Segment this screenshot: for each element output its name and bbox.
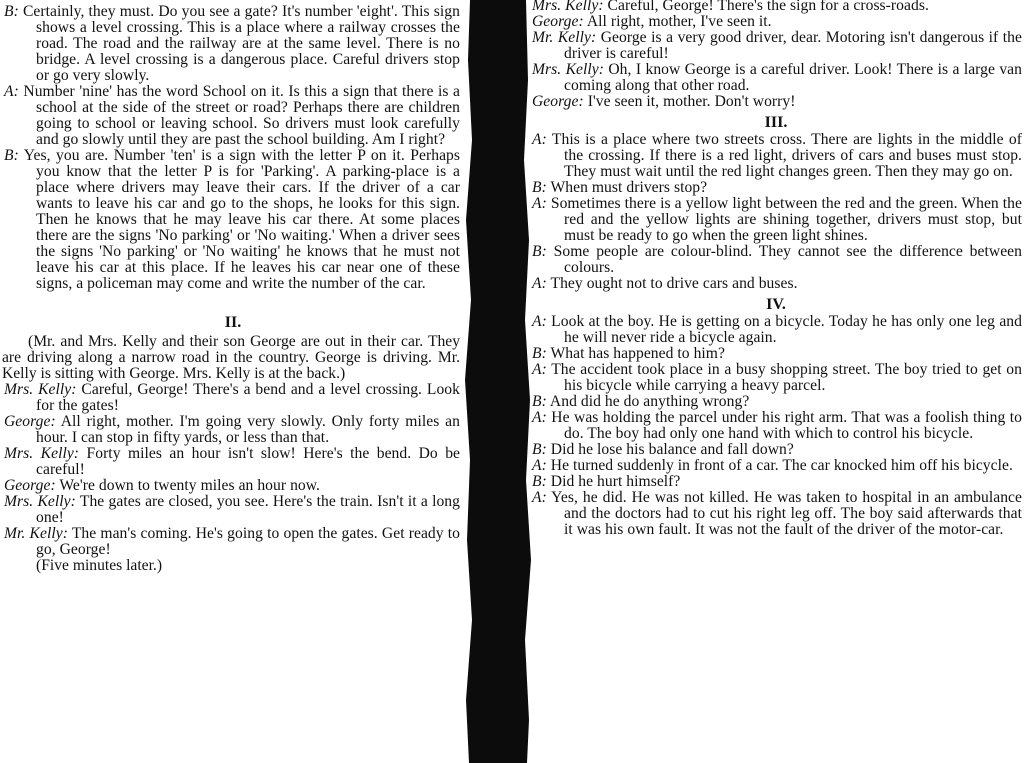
dialogue-line: [528, 314, 1024, 346]
dialogue-line: [0, 148, 466, 292]
dialogue-text: He was holding the parcel under his right arm. That was a foolish thing to do. The boy had only one hand with which to control his bicycle.: [551, 409, 1022, 442]
speaker-label: Mr. Kelly:: [532, 29, 597, 46]
dialogue-text: Look at the boy. He is getting on a bicycle. Today he has only one leg and he will never ride a bicycle again.: [551, 313, 1022, 346]
stage-direction: (Five minutes later.): [36, 557, 163, 574]
speaker-label: B:: [4, 3, 19, 20]
dialogue-text: Did he hurt himself?: [550, 473, 681, 490]
speaker-label: B:: [532, 393, 547, 410]
dialogue-line: [0, 446, 466, 478]
speaker-label: Mrs. Kelly:: [4, 381, 77, 398]
dialogue-line: [528, 458, 1024, 474]
dialogue-text: The gates are closed, you see. Here's the train. Isn't it a long one!: [36, 493, 461, 526]
dialogue-line: [528, 490, 1024, 538]
speaker-label: B:: [4, 147, 19, 164]
speaker-label: B:: [532, 345, 547, 362]
speaker-label: B:: [532, 441, 547, 458]
speaker-label: A:: [532, 131, 547, 148]
dialogue-line: [528, 132, 1024, 180]
dialogue-text: Yes, you are. Number 'ten' is a sign with the letter P on it. Perhaps you know that the letter P is for 'Parking'. A parking-place is a place where drivers may leave their cars. If the driver of a car wants to leave his car and go to the shops, he looks for this sign. Then he knows that he may leave his car there. At some places there are the signs 'No parking' or 'No waiting.' When a driver sees the signs 'No parking' or 'No waiting' he knows that he must not leave his car at this place. If he leaves his car near one of these signs, a policeman may come and write the number of the car.: [23, 147, 461, 292]
dialogue-text: Forty miles an hour isn't slow! Here's the bend. Do be careful!: [36, 445, 461, 478]
dialogue-line: [528, 410, 1024, 442]
dialogue-line: [528, 94, 1024, 110]
scene-intro: (Mr. and Mrs. Kelly and their son George are out in their car. They are driving along a narrow road in the country. George is driving. Mr. Kelly is sitting with George. Mrs. Kelly is at the back.): [2, 333, 460, 382]
dialogue-line: [528, 30, 1024, 62]
dialogue-line: [528, 394, 1024, 410]
dialogue-text: George is a very good driver, dear. Motoring isn't dangerous if the driver is careful!: [564, 29, 1022, 62]
dialogue-text: Number 'nine' has the word School on it. Is this a sign that there is a school at the side of the street or road? Perhaps there are children going to school or leaving school. So drivers must look carefully and go slowly until they are past the school building. Am I right?: [23, 83, 460, 148]
dialogue-line: [0, 414, 466, 446]
left-dialogue-top: [0, 4, 466, 292]
speaker-label: B:: [532, 473, 547, 490]
left-dialogue-bottom: [0, 382, 466, 574]
speaker-label: A:: [532, 457, 547, 474]
speaker-label: George:: [4, 477, 56, 494]
dialogue-line: [0, 382, 466, 414]
dialogue-line: [0, 478, 466, 494]
dialogue-text: We're down to twenty miles an hour now.: [59, 477, 321, 494]
speaker-label: A:: [4, 83, 19, 100]
speaker-label: B:: [532, 179, 547, 196]
dialogue-line: [528, 62, 1024, 94]
dialogue-text: Careful, George! There's the sign for a cross-roads.: [607, 0, 929, 14]
dialogue-text: All right, mother. I'm going very slowly. Only forty miles an hour. I can stop in fifty yards, or less than that.: [36, 413, 460, 446]
speaker-label: George:: [4, 413, 56, 430]
dialogue-text: They ought not to drive cars and buses.: [550, 275, 798, 292]
speaker-label: A:: [532, 275, 547, 292]
dialogue-text: Certainly, they must. Do you see a gate? It's number 'eight'. This sign shows a level crossing. This is a place where a railway crosses the road. The road and the railway are at the same level. There is no bridge. A level crossing is a dangerous place. Careful drivers stop or go very slowly.: [22, 3, 460, 84]
section-heading-4: IV.: [766, 296, 786, 313]
left-page: [0, 0, 466, 763]
dialogue-text: What has happened to him?: [550, 345, 725, 362]
dialogue-line: [0, 84, 466, 148]
dialogue-line: [528, 180, 1024, 196]
speaker-label: Mrs. Kelly:: [532, 61, 604, 78]
dialogue-text: Careful, George! There's a bend and a level crossing. Look for the gates!: [36, 381, 460, 414]
right-page: [528, 0, 1024, 763]
speaker-label: Mr. Kelly:: [4, 525, 68, 542]
dialogue-line: [528, 442, 1024, 458]
dialogue-text: Did he lose his balance and fall down?: [550, 441, 794, 458]
dialogue-text: Oh, I know George is a careful driver. Look! There is a large van coming along that other road.: [564, 61, 1022, 94]
right-dialogue-a: [528, 0, 1024, 110]
dialogue-text: Some people are colour-blind. They cannot see the difference between colours.: [553, 243, 1022, 276]
dialogue-text: Sometimes there is a yellow light between the red and the green. When the red and the yellow lights are shining together, drivers must stop, but must be ready to go when the green light shines.: [550, 195, 1022, 244]
speaker-label: Mrs. Kelly:: [532, 0, 604, 14]
dialogue-line: [528, 244, 1024, 276]
dialogue-line: [0, 494, 466, 526]
speaker-label: George:: [532, 93, 584, 110]
dialogue-text: Yes, he did. He was not killed. He was taken to hospital in an ambulance and the doctors had to cut his right leg off. The boy said afterwards that it was his own fault. It was not the fault of the driver of the motor-car.: [551, 489, 1022, 538]
dialogue-text: He turned suddenly in front of a car. The car knocked him off his bicycle.: [550, 457, 1013, 474]
dialogue-text: When must drivers stop?: [550, 179, 708, 196]
dialogue-line: [528, 276, 1024, 292]
dialogue-text: The accident took place in a busy shopping street. The boy tried to get on his bicycle while carrying a heavy parcel.: [551, 361, 1022, 394]
speaker-label: Mrs. Kelly:: [4, 493, 76, 510]
dialogue-text: And did he do anything wrong?: [549, 393, 750, 410]
dialogue-text: The man's coming. He's going to open the gates. Get ready to go, George!: [36, 525, 461, 558]
dialogue-line: [528, 474, 1024, 490]
section-heading-2: II.: [224, 314, 242, 331]
section-heading-3: III.: [764, 114, 788, 131]
dialogue-line: [528, 14, 1024, 30]
speaker-label: A:: [532, 313, 547, 330]
dialogue-line: [528, 362, 1024, 394]
right-dialogue-c: [528, 314, 1024, 538]
right-dialogue-b: [528, 132, 1024, 292]
speaker-label: A:: [532, 409, 547, 426]
gutter-edge: [462, 0, 534, 763]
dialogue-text: All right, mother, I've seen it.: [586, 13, 772, 30]
book-gutter: [462, 0, 534, 763]
dialogue-line: [0, 526, 466, 558]
dialogue-line: [528, 196, 1024, 244]
speaker-label: Mrs. Kelly:: [4, 445, 80, 462]
speaker-label: A:: [532, 361, 547, 378]
speaker-label: George:: [532, 13, 584, 30]
speaker-label: A:: [532, 195, 547, 212]
dialogue-line: [0, 4, 466, 84]
dialogue-text: This is a place where two streets cross. There are lights in the middle of the crossing. If there is a red light, drivers of cars and buses must stop. They must wait until the red light changes green. Then they may go on.: [551, 131, 1023, 180]
dialogue-line: [528, 0, 1024, 14]
dialogue-line: [528, 346, 1024, 362]
speaker-label: A:: [532, 489, 547, 506]
dialogue-text: I've seen it, mother. Don't worry!: [587, 93, 796, 110]
speaker-label: B:: [532, 243, 547, 260]
